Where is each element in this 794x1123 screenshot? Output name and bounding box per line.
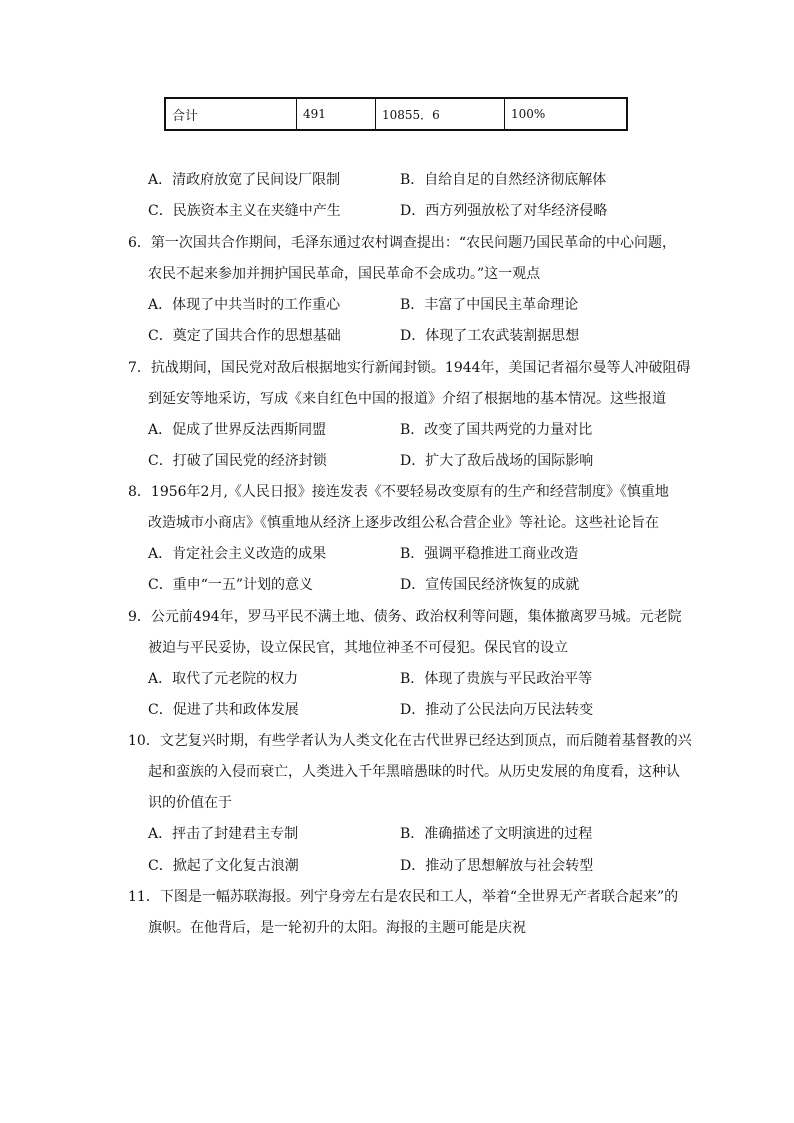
- q10-stem-line2: 起和蛮族的入侵而衰亡，人类进入千年黑暗愚昧的时代。从历史发展的角度看，这种认: [148, 764, 680, 780]
- q11-stem-line2: 旗帜。在他背后，是一轮初升的太阳。海报的主题可能是庆祝: [148, 920, 526, 936]
- table-cell-count: 491: [297, 98, 376, 130]
- q6-option-a[interactable]: A．体现了中共当时的工作重心: [148, 297, 341, 313]
- q9-option-d[interactable]: D．推动了公民法向万民法转变: [400, 702, 594, 718]
- q5-option-b[interactable]: B．自给自足的自然经济彻底解体: [400, 172, 607, 188]
- q5-option-a[interactable]: A．清政府放宽了民间设厂限制: [148, 172, 341, 188]
- q9-option-b[interactable]: B．体现了贵族与平民政治平等: [400, 671, 593, 687]
- q5-option-d[interactable]: D．西方列强放松了对华经济侵略: [400, 203, 608, 219]
- q9-option-c[interactable]: C．促进了共和政体发展: [148, 702, 299, 718]
- q7-option-a[interactable]: A．促成了世界反法西斯同盟: [148, 422, 327, 438]
- q7-option-d[interactable]: D．扩大了敌后战场的国际影响: [400, 453, 594, 469]
- q8-option-b[interactable]: B．强调平稳推进工商业改造: [400, 546, 579, 562]
- q9-stem-line1: 9．公元前494年，罗马平民不满土地、债务、政治权利等问题，集体撤离罗马城。元老院: [128, 609, 682, 625]
- table-cell-amount: 10855．6: [376, 98, 505, 130]
- q6-option-d[interactable]: D．体现了工农武装割据思想: [400, 328, 580, 344]
- q7-option-c[interactable]: C．打破了国民党的经济封锁: [148, 453, 327, 469]
- q8-option-a[interactable]: A．肯定社会主义改造的成果: [148, 546, 327, 562]
- q8-stem-line1: 8．1956年2月,《人民日报》接连发表《不要轻易改变原有的生产和经营制度》《慎重地: [128, 484, 669, 500]
- q10-option-d[interactable]: D．推动了思想解放与社会转型: [400, 858, 594, 874]
- q10-stem-line1: 10．文艺复兴时期，有些学者认为人类文化在古代世界已经达到顶点，而后随着基督教的兴: [128, 733, 692, 749]
- q6-option-c[interactable]: C．奠定了国共合作的思想基础: [148, 328, 341, 344]
- q9-stem-line2: 被迫与平民妥协，设立保民官，其地位神圣不可侵犯。保民官的设立: [148, 640, 568, 656]
- q6-option-b[interactable]: B．丰富了中国民主革命理论: [400, 297, 579, 313]
- q6-stem-line1: 6．第一次国共合作期间，毛泽东通过农村调查提出：“农民问题乃国民革命的中心问题，: [128, 235, 677, 251]
- q7-stem-line2: 到延安等地采访，写成《来自红色中国的报道》介绍了根据地的基本情况。这些报道: [148, 391, 666, 407]
- q8-option-c[interactable]: C．重申“一五”计划的意义: [148, 577, 314, 593]
- q7-stem-line1: 7．抗战期间，国民党对敌后根据地实行新闻封锁。1944年，美国记者福尔曼等人冲破阻碍: [128, 360, 691, 376]
- q7-option-b[interactable]: B．改变了国共两党的力量对比: [400, 422, 593, 438]
- table-cell-percent: 100%: [505, 98, 628, 130]
- data-table: [164, 97, 628, 131]
- q10-option-c[interactable]: C．掀起了文化复古浪潮: [148, 858, 299, 874]
- q8-option-d[interactable]: D．宣传国民经济恢复的成就: [400, 577, 580, 593]
- q10-option-a[interactable]: A．抨击了封建君主专制: [148, 826, 299, 842]
- q6-stem-line2: 农民不起来参加并拥护国民革命，国民革命不会成功。”这一观点: [148, 266, 541, 282]
- q10-stem-line3: 识的价值在于: [148, 795, 232, 811]
- q9-option-a[interactable]: A．取代了元老院的权力: [148, 671, 299, 687]
- table-row-total: [165, 98, 627, 130]
- q5-option-c[interactable]: C．民族资本主义在夹缝中产生: [148, 203, 341, 219]
- q10-option-b[interactable]: B．准确描述了文明演进的过程: [400, 826, 593, 842]
- table-cell-label: 合计: [165, 98, 297, 130]
- q8-stem-line2: 改造城市小商店》《慎重地从经济上逐步改组公私合营企业》等社论。这些社论旨在: [148, 515, 659, 531]
- q11-stem-line1: 11．下图是一幅苏联海报。列宁身旁左右是农民和工人，举着“全世界无产者联合起来”的: [128, 889, 679, 905]
